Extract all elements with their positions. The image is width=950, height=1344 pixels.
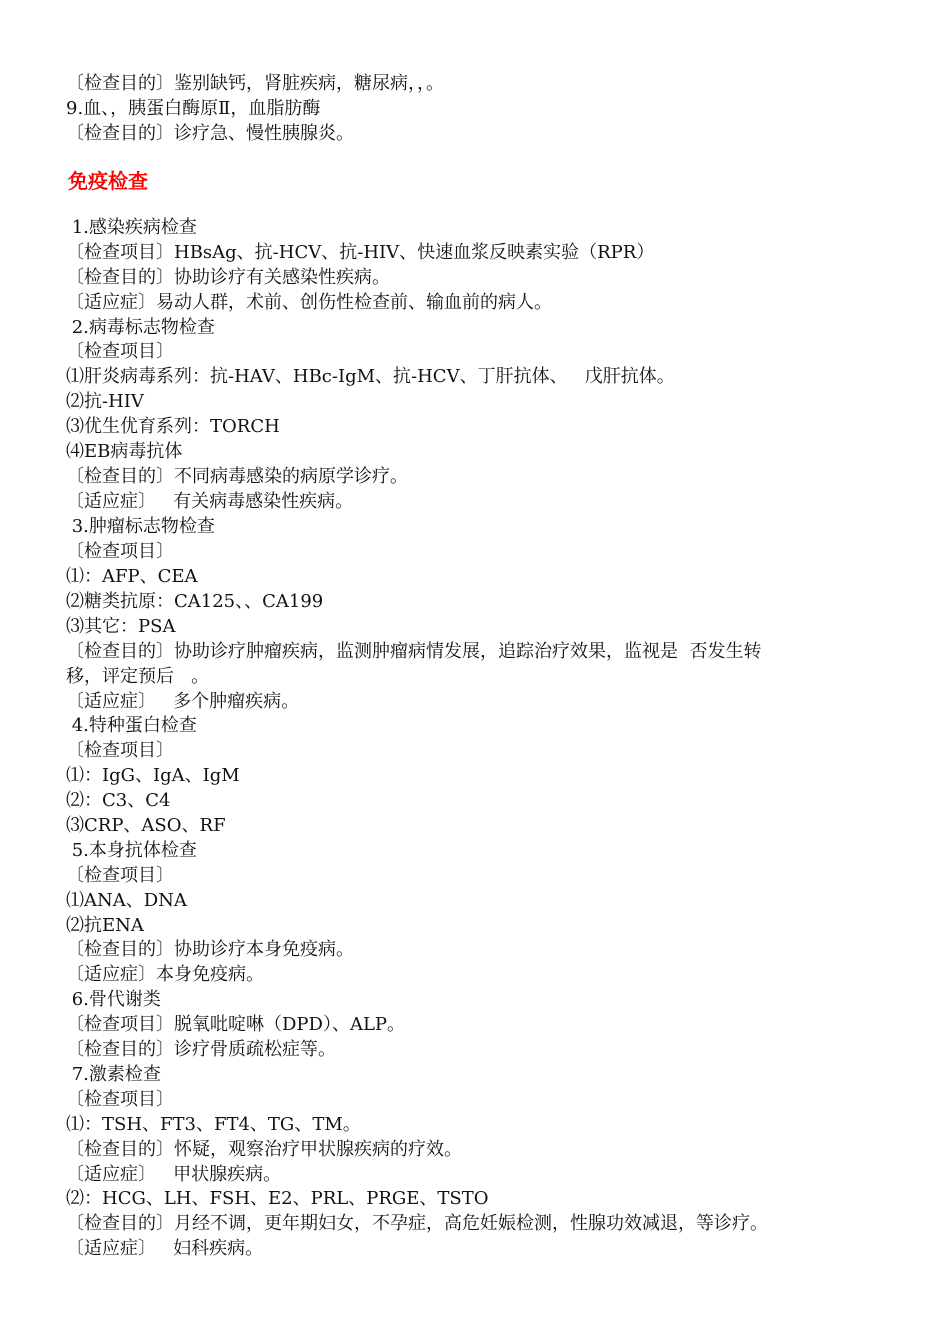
text-line: 1.感染疾病检查: [66, 217, 197, 238]
text-line: 〔检查目的〕鉴别缺钙，肾脏疾病，糖尿病，，。: [66, 73, 444, 94]
text-line: ⑴：IgG、IgA、IgM: [66, 765, 240, 786]
text-line: 〔检查目的〕诊疗骨质疏松症等。: [66, 1039, 336, 1060]
text-line: 〔检查目的〕协助诊疗本身免疫病。: [66, 939, 354, 960]
text-line: 9.血、，胰蛋白酶原Ⅱ，血脂肪酶: [66, 98, 321, 119]
text-line: ⑵抗-HIV: [66, 391, 144, 412]
text-line: 3.肿瘤标志物检查: [66, 516, 215, 537]
text-line: ⑶CRP、ASO、RF: [66, 815, 226, 836]
text-line: 〔检查目的〕怀疑，观察治疗甲状腺疾病的疗效。: [66, 1139, 462, 1160]
text-line: 〔适应症〕 有关病毒感染性疾病。: [66, 491, 354, 512]
text-line: 6.骨代谢类: [66, 989, 161, 1010]
text-line: 〔检查目的〕诊疗急、慢性胰腺炎。: [66, 123, 354, 144]
section-title: 免疫检查: [68, 169, 148, 193]
text-line: 〔检查项目〕脱氧吡啶啉（DPD）、ALP。: [66, 1014, 406, 1035]
text-line: 移，评定预后 。: [66, 666, 210, 687]
text-line: 〔检查项目〕: [66, 865, 174, 886]
text-line: 〔检查项目〕: [66, 341, 174, 362]
text-line: 〔检查项目〕: [66, 740, 174, 761]
text-line: ⑴肝炎病毒系列：抗-HAV、HBc-IgM、抗-HCV、丁肝抗体、 戊肝抗体。: [66, 366, 675, 387]
text-line: 〔适应症〕 甲状腺疾病。: [66, 1164, 282, 1185]
text-line: 〔适应症〕 妇科疾病。: [66, 1238, 264, 1259]
text-line: 〔检查目的〕月经不调，更年期妇女，不孕症，高危妊娠检测，性腺功效减退，等诊疗。: [66, 1213, 768, 1234]
text-line: ⑴：TSH、FT3、FT4、TG、TM。: [66, 1114, 361, 1135]
text-line: 7.激素检查: [66, 1064, 161, 1085]
text-line: 〔适应症〕易动人群，术前、创伤性检查前、输血前的病人。: [66, 292, 552, 313]
text-line: 〔适应症〕 多个肿瘤疾病。: [66, 691, 300, 712]
text-line: ⑷EB病毒抗体: [66, 441, 183, 462]
text-line: 〔适应症〕本身免疫病。: [66, 964, 264, 985]
text-line: ⑶其它：PSA: [66, 616, 176, 637]
text-line: 2.病毒标志物检查: [66, 317, 215, 338]
text-line: 4.特种蛋白检查: [66, 715, 197, 736]
text-line: ⑵：C3、C4: [66, 790, 171, 811]
text-line: 〔检查目的〕协助诊疗有关感染性疾病。: [66, 267, 390, 288]
text-line: 〔检查目的〕协助诊疗肿瘤疾病，监测肿瘤病情发展，追踪治疗效果，监视是 否发生转: [66, 641, 762, 662]
text-line: ⑴：AFP、CEA: [66, 566, 198, 587]
text-line: 〔检查项目〕: [66, 1089, 174, 1110]
text-line: 〔检查项目〕HBsAg、抗-HCV、抗-HIV、快速血浆反映素实验（RPR）: [66, 242, 655, 263]
text-line: ⑴ANA、DNA: [66, 890, 187, 911]
text-line: 〔检查目的〕不同病毒感染的病原学诊疗。: [66, 466, 408, 487]
text-line: ⑵：HCG、LH、FSH、E2、PRL、PRGE、TSTO: [66, 1188, 489, 1209]
text-line: ⑵糖类抗原：CA125、、CA199: [66, 591, 324, 612]
text-line: ⑶优生优育系列：TORCH: [66, 416, 280, 437]
text-line: 5.本身抗体检查: [66, 840, 197, 861]
text-line: ⑵抗ENA: [66, 915, 144, 936]
text-line: 〔检查项目〕: [66, 541, 174, 562]
